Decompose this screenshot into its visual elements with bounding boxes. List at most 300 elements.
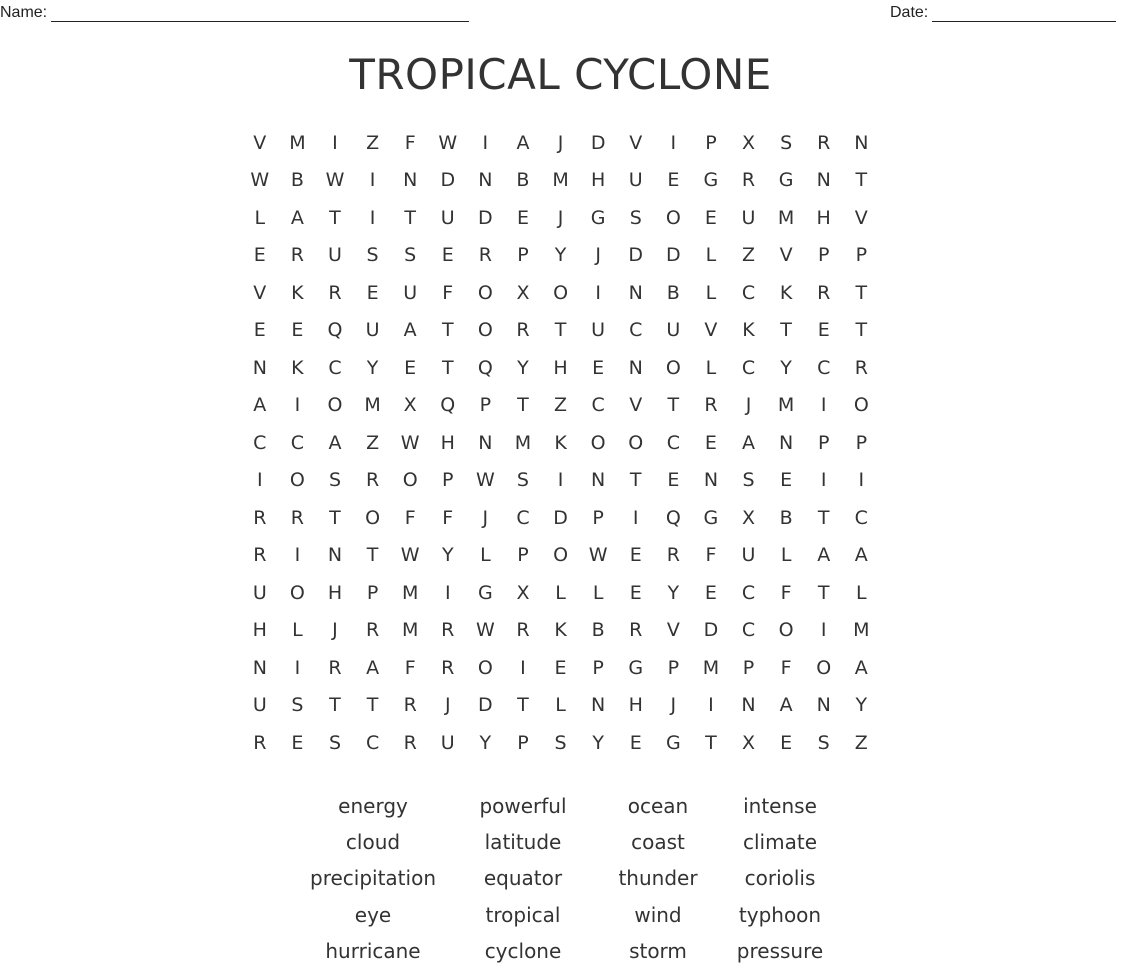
grid-letter: R (290, 244, 304, 267)
grid-letter: L (592, 581, 604, 604)
grid-letter: O (402, 469, 418, 492)
grid-letter: D (553, 506, 568, 529)
grid-letter: R (516, 319, 530, 342)
word-list-item: precipitation (310, 866, 436, 891)
grid-letter: T (629, 469, 642, 492)
grid-letter: C (854, 506, 868, 529)
grid-letter: Z (742, 244, 756, 267)
grid-letter: R (516, 619, 530, 642)
word-list-item: typhoon (738, 902, 822, 927)
grid-letter: S (291, 694, 304, 717)
word-list-item: latitude (484, 830, 562, 855)
grid-letter: B (779, 506, 793, 529)
word-list-item: ocean (627, 794, 689, 819)
grid-letter: T (329, 694, 341, 717)
grid-letter: E (629, 544, 642, 567)
grid-letter: K (742, 319, 755, 342)
grid-letter: O (553, 544, 569, 567)
grid-letter: X (742, 131, 756, 154)
grid-letter: B (290, 169, 304, 192)
grid-letter: W (475, 619, 495, 642)
grid-letter: M (401, 619, 419, 642)
grid-letter: H (553, 356, 568, 379)
grid-letter: R (290, 506, 304, 529)
grid-letter: S (366, 244, 379, 267)
grid-letter: E (817, 319, 830, 342)
grid-letter: B (666, 281, 680, 304)
grid-letter: Y (592, 731, 604, 754)
grid-letter: P (517, 544, 529, 567)
word-list-item: climate (743, 830, 817, 855)
grid-letter: W (400, 544, 420, 567)
grid-letter: E (629, 731, 642, 754)
grid-letter: T (517, 694, 529, 717)
grid-letter: I (256, 469, 263, 492)
grid-letter: T (817, 581, 830, 604)
word-list-item: cyclone (484, 938, 562, 963)
grid-letter: S (780, 131, 793, 154)
grid-letter: T (705, 731, 717, 754)
grid-letter: H (628, 694, 643, 717)
grid-letter: E (404, 356, 417, 379)
grid-letter: S (328, 731, 342, 754)
grid-letter: N (779, 431, 794, 454)
grid-letter: J (557, 131, 564, 154)
grid-letter: K (291, 356, 304, 379)
grid-letter: M (702, 656, 720, 679)
grid-letter: O (327, 394, 343, 417)
grid-letter: C (629, 319, 643, 342)
grid-letter: S (629, 206, 642, 229)
word-list-item: coast (631, 830, 685, 855)
grid-letter: O (665, 356, 681, 379)
grid-letter: H (440, 431, 455, 454)
grid-letter: L (555, 694, 566, 717)
grid-letter: Z (366, 431, 380, 454)
grid-letter: E (291, 319, 304, 342)
grid-letter: X (403, 394, 417, 417)
grid-letter: U (328, 244, 342, 267)
grid-letter: W (438, 131, 458, 154)
grid-letter: Y (517, 356, 529, 379)
grid-letter: E (667, 469, 680, 492)
page-title: TROPICAL CYCLONE (349, 50, 772, 99)
grid-letter: I (444, 581, 451, 604)
grid-letter: F (404, 506, 416, 529)
grid-letter: I (557, 469, 564, 492)
grid-letter: L (480, 544, 491, 567)
grid-letter: O (665, 206, 681, 229)
grid-letter: I (858, 469, 865, 492)
grid-letter: T (366, 544, 379, 567)
grid-letter: B (516, 169, 530, 192)
grid-letter: U (252, 581, 267, 604)
grid-letter: R (629, 619, 643, 642)
grid-letter: A (779, 694, 793, 717)
word-list-item: tropical (485, 902, 561, 927)
grid-letter: V (666, 619, 680, 642)
grid-letter: V (854, 206, 868, 229)
grid-letter: M (364, 394, 381, 417)
grid-letter: N (252, 656, 267, 679)
grid-letter: A (854, 656, 868, 679)
grid-letter: R (441, 656, 455, 679)
grid-letter: C (290, 431, 305, 454)
grid-letter: L (780, 544, 792, 567)
grid-letter: O (628, 431, 644, 454)
grid-letter: P (817, 244, 830, 267)
grid-letter: N (478, 431, 493, 454)
grid-letter: R (817, 281, 831, 304)
grid-letter: N (741, 694, 756, 717)
word-list-item: pressure (736, 938, 824, 963)
grid-letter: C (666, 431, 680, 454)
grid-letter: Y (479, 731, 492, 754)
grid-letter: R (704, 394, 718, 417)
grid-letter: C (741, 356, 756, 379)
grid-letter: U (252, 694, 267, 717)
word-list-item: eye (354, 902, 392, 927)
date-label: Date: (890, 4, 929, 21)
grid-letter: K (554, 431, 567, 454)
grid-letter: E (704, 431, 717, 454)
name-line[interactable] (51, 5, 469, 22)
grid-letter: I (820, 394, 827, 417)
grid-letter: D (440, 169, 456, 192)
grid-letter: V (253, 281, 267, 304)
grid-letter: R (854, 356, 868, 379)
grid-letter: G (665, 731, 681, 754)
grid-letter: V (704, 319, 718, 342)
grid-letter: N (591, 469, 606, 492)
grid-letter: W (325, 169, 345, 192)
grid-letter: T (404, 206, 416, 229)
grid-letter: N (628, 281, 643, 304)
grid-letter: R (741, 169, 756, 192)
grid-letter: S (516, 469, 529, 492)
grid-letter: E (780, 731, 793, 754)
grid-letter: N (628, 356, 643, 379)
grid-letter: A (516, 131, 530, 154)
grid-letter: U (741, 544, 756, 567)
grid-letter: E (441, 244, 454, 267)
grid-letter: F (780, 581, 792, 604)
grid-letter: O (477, 319, 493, 342)
grid-letter: E (253, 244, 266, 267)
grid-letter: R (365, 619, 380, 642)
word-list-item: powerful (479, 794, 567, 819)
grid-letter: O (590, 431, 606, 454)
grid-letter: U (365, 319, 380, 342)
grid-letter: I (632, 506, 639, 529)
grid-letter: E (704, 581, 717, 604)
name-field (0, 4, 469, 22)
grid-letter: E (516, 206, 529, 229)
grid-letter: R (253, 544, 267, 567)
grid-letter: I (820, 619, 827, 642)
grid-letter: D (666, 244, 681, 267)
grid-letter: B (591, 619, 605, 642)
grid-letter: U (440, 731, 455, 754)
grid-letter: K (779, 281, 793, 304)
grid-letter: A (366, 656, 380, 679)
grid-letter: R (817, 131, 831, 154)
grid-letter: N (591, 694, 606, 717)
grid-letter: I (820, 469, 827, 492)
grid-letter: R (253, 506, 267, 529)
grid-letter: A (817, 544, 831, 567)
grid-letter: J (670, 694, 677, 717)
grid-letter: L (292, 619, 303, 642)
grid-letter: P (479, 394, 492, 417)
grid-letter: M (853, 619, 870, 642)
grid-letter: S (742, 469, 755, 492)
grid-letter: A (403, 319, 417, 342)
grid-letter: W (588, 544, 608, 567)
grid-letter: V (629, 131, 643, 154)
grid-letter: T (329, 506, 341, 529)
grid-letter: X (742, 731, 756, 754)
grid-letter: E (629, 581, 642, 604)
grid-letter: O (477, 281, 493, 304)
grid-letter: P (667, 656, 680, 679)
word-list-item: equator (483, 866, 563, 891)
grid-letter: C (741, 581, 756, 604)
date-field (890, 4, 1116, 22)
grid-letter: S (328, 469, 342, 492)
grid-letter: R (666, 544, 680, 567)
grid-letter: T (441, 319, 454, 342)
grid-letter: P (517, 731, 529, 754)
grid-letter: C (741, 281, 756, 304)
grid-letter: F (404, 131, 416, 154)
grid-letter: O (365, 506, 381, 529)
grid-letter: A (290, 206, 304, 229)
grid-letter: G (703, 506, 719, 529)
grid-letter: U (666, 319, 681, 342)
grid-letter: S (404, 244, 417, 267)
grid-letter: J (482, 506, 489, 529)
word-list-item: cloud (345, 830, 401, 855)
grid-letter: Z (854, 731, 868, 754)
grid-letter: A (742, 431, 756, 454)
grid-letter: E (366, 281, 379, 304)
grid-letter: R (403, 694, 417, 717)
grid-letter: Q (440, 394, 456, 417)
grid-letter: I (369, 206, 376, 229)
grid-letter: O (853, 394, 869, 417)
grid-letter: T (855, 319, 868, 342)
grid-letter: G (590, 206, 606, 229)
grid-letter: E (667, 169, 680, 192)
word-list-item: thunder (618, 866, 698, 891)
grid-letter: K (554, 619, 567, 642)
grid-letter: U (741, 206, 756, 229)
grid-letter: C (253, 431, 267, 454)
grid-letter: E (704, 206, 717, 229)
grid-letter: V (253, 131, 267, 154)
grid-letter: W (250, 169, 270, 192)
grid-letter: U (403, 281, 418, 304)
grid-letter: P (817, 431, 830, 454)
grid-letter: Q (665, 506, 681, 529)
grid-letter: M (777, 394, 795, 417)
grid-letter: L (705, 356, 717, 379)
grid-letter: R (328, 656, 342, 679)
grid-letter: I (294, 394, 301, 417)
date-line[interactable] (932, 5, 1116, 22)
grid-letter: H (590, 169, 606, 192)
grid-letter: P (742, 656, 755, 679)
grid-letter: L (705, 244, 717, 267)
grid-letter: T (667, 394, 680, 417)
grid-letter: Q (327, 319, 343, 342)
grid-letter: F (404, 656, 416, 679)
grid-letter: Z (554, 394, 568, 417)
word-list-item: coriolis (744, 866, 816, 891)
word-list (296, 788, 840, 969)
grid-letter: N (703, 469, 719, 492)
grid-letter: I (369, 169, 376, 192)
grid-letter: P (855, 431, 868, 454)
letter-grid (241, 124, 880, 762)
grid-letter: M (401, 581, 419, 604)
grid-letter: N (816, 169, 831, 192)
grid-letter: I (708, 694, 714, 717)
grid-letter: R (328, 281, 342, 304)
grid-letter: Y (554, 244, 567, 267)
grid-letter: H (252, 619, 267, 642)
grid-letter: J (595, 244, 601, 267)
grid-letter: E (592, 356, 605, 379)
grid-letter: L (856, 581, 867, 604)
grid-letter: D (628, 244, 644, 267)
grid-letter: C (741, 619, 756, 642)
grid-letter: N (478, 169, 493, 192)
grid-letter: S (817, 731, 830, 754)
grid-letter: C (817, 356, 831, 379)
grid-letter: C (365, 731, 380, 754)
grid-letter: X (516, 581, 530, 604)
grid-letter: C (328, 356, 342, 379)
grid-letter: R (403, 731, 417, 754)
grid-letter: I (595, 281, 601, 304)
grid-letter: J (444, 694, 451, 717)
grid-letter: F (705, 544, 717, 567)
grid-letter: V (779, 244, 793, 267)
grid-letter: G (477, 581, 493, 604)
grid-letter: N (403, 169, 418, 192)
grid-letter: E (291, 731, 304, 754)
grid-letter: J (557, 206, 564, 229)
grid-letter: W (475, 469, 495, 492)
grid-letter: W (400, 431, 420, 454)
grid-letter: T (855, 281, 868, 304)
grid-letter: A (854, 544, 868, 567)
grid-letter: F (780, 656, 792, 679)
grid-letter: T (780, 319, 792, 342)
grid-letter: A (253, 394, 267, 417)
grid-letter: T (554, 319, 567, 342)
grid-letter: M (514, 431, 532, 454)
grid-letter: I (670, 131, 677, 154)
grid-letter: O (778, 619, 794, 642)
grid-letter: Q (477, 356, 493, 379)
grid-letter: X (516, 281, 530, 304)
word-list-item: wind (634, 902, 682, 927)
grid-letter: D (478, 206, 493, 229)
grid-letter: E (253, 319, 266, 342)
grid-letter: O (289, 469, 305, 492)
grid-letter: C (516, 506, 530, 529)
grid-letter: D (590, 131, 606, 154)
grid-letter: N (252, 356, 267, 379)
grid-letter: M (289, 131, 306, 154)
grid-letter: T (855, 169, 868, 192)
grid-letter: K (291, 281, 304, 304)
grid-letter: G (628, 656, 644, 679)
grid-letter: G (778, 169, 794, 192)
word-list-item: energy (338, 794, 408, 819)
grid-letter: T (329, 206, 341, 229)
grid-letter: X (742, 506, 756, 529)
grid-letter: R (478, 244, 492, 267)
grid-letter: E (554, 656, 567, 679)
grid-letter: P (592, 656, 604, 679)
grid-letter: T (817, 506, 830, 529)
grid-letter: Y (366, 356, 379, 379)
grid-letter: P (855, 244, 868, 267)
grid-letter: U (440, 206, 455, 229)
grid-letter: V (629, 394, 643, 417)
grid-letter: M (777, 206, 795, 229)
grid-letter: P (442, 469, 454, 492)
grid-letter: H (816, 206, 831, 229)
grid-letter: C (591, 394, 605, 417)
grid-letter: F (442, 281, 454, 304)
grid-letter: G (703, 169, 719, 192)
grid-letter: R (365, 469, 380, 492)
grid-letter: L (555, 581, 566, 604)
grid-letter: M (552, 169, 569, 192)
grid-letter: N (854, 131, 869, 154)
grid-letter: I (332, 131, 338, 154)
grid-letter: P (592, 506, 604, 529)
grid-letter: Z (366, 131, 380, 154)
grid-letter: P (705, 131, 717, 154)
grid-letter: U (591, 319, 606, 342)
grid-letter: P (517, 244, 529, 267)
grid-letter: J (332, 619, 338, 642)
grid-letter: Y (667, 581, 680, 604)
grid-letter: R (441, 619, 455, 642)
grid-letter: P (366, 581, 379, 604)
grid-letter: S (554, 731, 567, 754)
grid-letter: O (816, 656, 832, 679)
word-list-item: intense (743, 794, 817, 819)
grid-letter: D (478, 694, 493, 717)
grid-letter: O (553, 281, 569, 304)
word-list-item: hurricane (325, 938, 421, 963)
grid-letter: D (703, 619, 719, 642)
grid-letter: O (289, 581, 305, 604)
word-list-item: storm (629, 938, 687, 963)
grid-letter: L (705, 281, 717, 304)
grid-letter: I (482, 131, 489, 154)
grid-letter: T (441, 356, 454, 379)
grid-letter: T (517, 394, 529, 417)
grid-letter: T (366, 694, 379, 717)
